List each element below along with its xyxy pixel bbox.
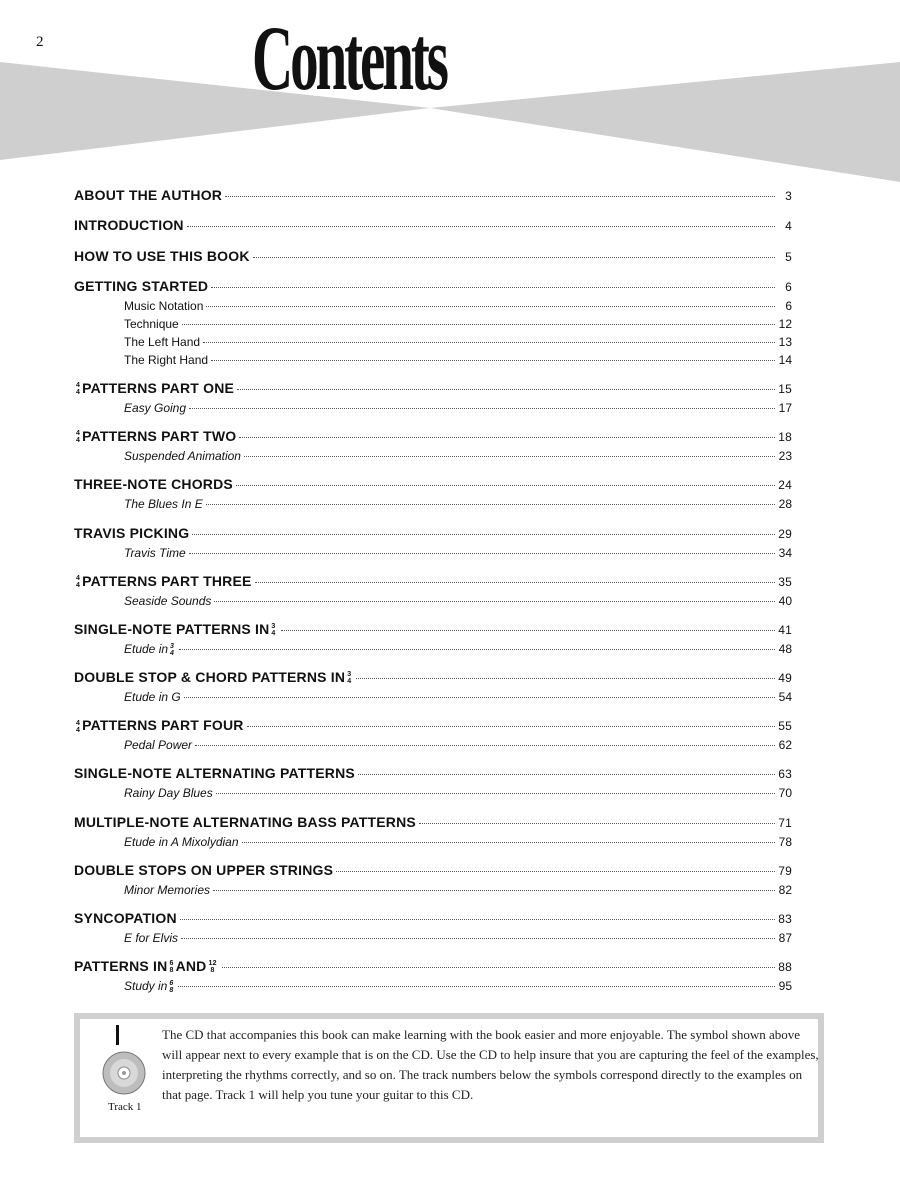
toc-entry-label [74, 762, 355, 784]
time-signature [271, 623, 275, 637]
toc-section [74, 275, 792, 369]
time-signature [76, 720, 80, 734]
toc-entry[interactable] [74, 275, 792, 297]
dot-leader [206, 306, 775, 307]
toc-entry-label [74, 955, 219, 977]
time-signature-bottom: 4 [76, 726, 81, 734]
dot-leader [195, 745, 775, 746]
toc-entry-title: DOUBLE STOP & CHORD PATTERNS IN [74, 669, 346, 686]
time-signature-top: 3 [170, 642, 174, 650]
toc-subentry-label [124, 688, 181, 706]
toc-subentry-label [124, 495, 203, 513]
toc-subentry[interactable] [74, 495, 792, 513]
toc-entry-label [74, 377, 234, 399]
toc-entry-label [74, 811, 416, 833]
dot-leader [237, 389, 775, 390]
dot-leader [281, 630, 775, 631]
toc-entry-title: PATTERNS PART TWO [82, 428, 237, 445]
toc-entry[interactable] [74, 762, 792, 784]
toc-subentry[interactable] [74, 640, 792, 658]
toc-subentry-label [124, 351, 208, 369]
dot-leader [189, 408, 775, 409]
toc-entry[interactable] [74, 570, 792, 592]
toc-page-number: 4 [785, 219, 792, 234]
toc-section [74, 859, 792, 899]
toc-subentry-label [124, 592, 211, 610]
toc-page-number: 87 [778, 931, 792, 945]
time-signature [76, 430, 80, 444]
toc-subentry-title: Etude in G [124, 690, 181, 705]
toc-page-number: 88 [778, 960, 792, 975]
dot-leader [336, 871, 775, 872]
toc-subentry-title: The Left Hand [124, 334, 201, 349]
cd-info-box [74, 1013, 824, 1143]
toc-subentry-label [124, 881, 210, 899]
toc-entry-title: SINGLE-NOTE PATTERNS IN [74, 620, 270, 637]
toc-entry-label [74, 245, 250, 267]
toc-subentry-label [124, 784, 213, 802]
toc-page-number: 28 [778, 497, 792, 512]
toc-subentry[interactable] [74, 784, 792, 802]
toc-page-number: 48 [778, 641, 792, 656]
toc-entry-label [74, 907, 177, 929]
toc-entry-label [74, 570, 252, 592]
cd-disc-icon [102, 1051, 146, 1095]
dot-leader [214, 601, 775, 602]
toc-page-number: 71 [778, 815, 792, 830]
dot-leader [182, 324, 775, 325]
toc-entry[interactable] [74, 955, 792, 977]
toc-entry[interactable] [74, 522, 792, 544]
toc-page-number: 29 [778, 526, 792, 541]
time-signature-top: 4 [76, 430, 81, 438]
toc-entry-label [74, 275, 208, 297]
toc-subentry-title: Etude in [124, 641, 169, 656]
time-signature-bottom: 8 [169, 987, 174, 995]
dot-leader [189, 553, 775, 554]
toc-entry[interactable] [74, 618, 792, 640]
time-signature-top: 4 [76, 719, 81, 727]
dot-leader [179, 649, 775, 650]
time-signature [76, 575, 80, 589]
toc-page-number: 95 [778, 979, 792, 994]
time-signature-top: 6 [169, 960, 174, 968]
toc-page-number: 35 [778, 574, 792, 589]
toc-subentry-label [124, 736, 192, 754]
toc-section [74, 473, 792, 513]
dot-leader [216, 793, 775, 794]
toc-page-number: 70 [778, 786, 792, 801]
toc-page-number: 6 [785, 298, 792, 313]
toc-subentry-title: Music Notation [124, 298, 204, 313]
time-signature-bottom: 8 [210, 967, 215, 975]
toc-page-number: 55 [778, 719, 792, 734]
toc-subentry-title: Etude in A Mixolydian [124, 834, 239, 849]
toc-entry-title: TRAVIS PICKING [74, 524, 190, 541]
time-signature-top: 6 [169, 980, 174, 988]
toc-entry[interactable] [74, 811, 792, 833]
toc-entry-title: SYNCOPATION [74, 910, 177, 926]
time-signature-bottom: 4 [271, 630, 276, 638]
toc-entry[interactable] [74, 714, 792, 736]
toc-page-number: 41 [778, 622, 792, 637]
toc-subentry-title: Study in [124, 979, 168, 994]
toc-section [74, 522, 792, 562]
toc-page-number: 83 [778, 912, 792, 926]
toc-subentry[interactable] [74, 977, 792, 995]
toc-entry-label [74, 714, 244, 736]
toc-entry-title-part: AND [175, 958, 207, 975]
toc-section [74, 570, 792, 610]
toc-subentry[interactable] [74, 592, 792, 610]
toc-subentry-title: Pedal Power [124, 738, 193, 753]
dot-leader [358, 774, 775, 775]
toc-entry[interactable] [74, 666, 792, 688]
cd-description: The CD that accompanies this book can make learning with the book easier and more enjoyable. The symbol shown above will appear next to every example that is on the CD. Use the CD to help insure that you are capturing the feel of the examples, interpreting the rhythms correctly, and so on. The track numbers below the symbols correspond directly to the examples on that page. Track 1 will help you tune your guitar to this CD. [162, 1027, 819, 1102]
toc-subentry-label [124, 333, 200, 351]
toc-section [74, 618, 792, 658]
time-signature-bottom: 4 [76, 389, 81, 397]
toc-entry-title: THREE-NOTE CHORDS [74, 476, 233, 493]
dot-leader [356, 678, 775, 679]
page-title: Contents [252, 7, 446, 109]
toc-entry-title: ABOUT THE AUTHOR [74, 187, 223, 204]
time-signature-top: 3 [347, 671, 352, 679]
cd-track-label: Track 1 [108, 1101, 142, 1113]
toc-page-number: 23 [778, 449, 792, 464]
toc-section [74, 762, 792, 802]
toc-section [74, 184, 792, 206]
time-signature-bottom: 4 [76, 437, 81, 445]
dot-leader [225, 196, 775, 197]
toc-entry-title: INTRODUCTION [74, 217, 184, 234]
time-signature-top: 4 [76, 382, 81, 390]
toc-section [74, 955, 792, 995]
toc-subentry[interactable] [74, 351, 792, 369]
toc-entry-label [74, 666, 353, 688]
toc-page-number: 54 [778, 690, 792, 705]
toc-page-number: 12 [778, 316, 792, 331]
time-signature-bottom: 4 [76, 581, 81, 589]
toc-subentry-title: Suspended Animation [124, 449, 241, 464]
toc-subentry-label [124, 297, 203, 315]
time-signature [170, 643, 174, 657]
toc-page-number: 79 [778, 863, 792, 878]
dot-leader [242, 842, 775, 843]
toc-entry[interactable] [74, 377, 792, 399]
toc-page-number: 34 [778, 545, 792, 560]
toc-subentry[interactable] [74, 297, 792, 315]
toc-entry-title: PATTERNS PART ONE [82, 379, 235, 396]
toc-subentry[interactable] [74, 833, 792, 851]
toc-subentry[interactable] [74, 447, 792, 465]
time-signature-top: 3 [271, 623, 276, 631]
dot-leader [239, 437, 775, 438]
toc-subentry[interactable] [74, 688, 792, 706]
toc-page-number: 62 [778, 738, 792, 753]
cd-track-marker [116, 1025, 119, 1045]
toc-entry[interactable] [74, 184, 792, 206]
toc-page-number: 17 [778, 400, 792, 415]
toc-page-number: 14 [778, 352, 792, 367]
toc-section [74, 907, 792, 947]
toc-page-number: 3 [785, 189, 792, 204]
toc-subentry[interactable] [74, 315, 792, 333]
toc-page-number: 82 [778, 882, 792, 897]
toc-subentry[interactable] [74, 333, 792, 351]
toc-subentry[interactable] [74, 544, 792, 562]
dot-leader [244, 456, 775, 457]
toc-subentry-title: Travis Time [124, 545, 186, 560]
toc-subentry-label [124, 544, 186, 562]
toc-subentry-label [124, 447, 241, 465]
toc-entry[interactable] [74, 859, 792, 881]
toc-entry[interactable] [74, 245, 792, 267]
toc-page-number: 24 [778, 478, 792, 493]
time-signature [169, 980, 173, 994]
toc-subentry-title: E for Elvis [124, 931, 179, 945]
toc-section [74, 811, 792, 851]
toc-section [74, 245, 792, 267]
dot-leader [187, 226, 775, 227]
time-signature [347, 671, 351, 685]
time-signature-bottom: 4 [170, 649, 174, 657]
toc-page-number: 15 [778, 381, 792, 396]
toc-entry[interactable] [74, 473, 792, 495]
toc-entry-title: GETTING STARTED [74, 277, 209, 294]
toc-entry-title: MULTIPLE-NOTE ALTERNATING BASS PATTERNS [74, 813, 416, 830]
toc-page-number: 78 [778, 834, 792, 849]
toc-subentry-label [124, 833, 239, 851]
toc-subentry-title: Seaside Sounds [124, 593, 212, 608]
dot-leader [192, 534, 775, 535]
toc-subentry-title: The Right Hand [124, 352, 209, 367]
toc-entry-label [74, 425, 236, 447]
toc-entry[interactable] [74, 214, 792, 236]
toc-entry-label [74, 618, 278, 640]
dot-leader [184, 697, 775, 698]
time-signature-bottom: 8 [169, 967, 174, 975]
toc-page-number: 6 [785, 279, 792, 294]
toc-page-number: 49 [778, 671, 792, 686]
toc-entry-label [74, 859, 333, 881]
toc-subentry[interactable] [74, 736, 792, 754]
dot-leader [213, 890, 775, 891]
time-signature [209, 960, 217, 974]
toc-section [74, 377, 792, 417]
toc-subentry-title: Minor Memories [124, 882, 211, 897]
toc-subentry-label [124, 399, 186, 417]
time-signature [76, 382, 80, 396]
toc-entry-title: PATTERNS IN [74, 958, 168, 975]
toc-section [74, 425, 792, 465]
time-signature-top: 4 [76, 574, 81, 582]
dot-leader [419, 823, 775, 824]
toc-subentry-label [124, 640, 176, 658]
dot-leader [211, 287, 775, 288]
toc-subentry-title: The Blues In E [124, 497, 203, 512]
dot-leader [255, 582, 775, 583]
toc-subentry-label [124, 929, 178, 947]
toc-section [74, 666, 792, 706]
toc-entry-title: DOUBLE STOPS ON UPPER STRINGS [74, 861, 334, 878]
dot-leader [203, 342, 775, 343]
toc-page-number: 63 [778, 767, 792, 782]
dot-leader [211, 360, 775, 361]
toc-entry-label [74, 184, 222, 206]
toc-subentry-title: Easy Going [124, 400, 187, 415]
toc-page-number: 18 [778, 430, 792, 445]
dot-leader [247, 726, 775, 727]
toc-entry-title: SINGLE-NOTE ALTERNATING PATTERNS [74, 765, 355, 782]
dot-leader [222, 967, 775, 968]
toc-subentry-label [124, 977, 175, 995]
toc-page-number: 13 [778, 334, 792, 349]
toc-entry-title: HOW TO USE THIS BOOK [74, 247, 250, 264]
toc-entry-label [74, 214, 184, 236]
page-number: 2 [36, 34, 44, 50]
dot-leader [206, 504, 775, 505]
toc-entry[interactable] [74, 425, 792, 447]
dot-leader [180, 919, 775, 920]
time-signature-top: 12 [208, 960, 217, 968]
time-signature-bottom: 4 [347, 678, 352, 686]
toc-section [74, 214, 792, 236]
toc-subentry-label [124, 315, 179, 333]
toc-subentry[interactable] [74, 929, 792, 947]
toc-subentry[interactable] [74, 399, 792, 417]
time-signature [169, 960, 173, 974]
table-of-contents [74, 176, 792, 995]
toc-entry[interactable] [74, 907, 792, 929]
toc-section [74, 714, 792, 754]
toc-subentry[interactable] [74, 881, 792, 899]
toc-page-number: 5 [785, 249, 792, 264]
header-banner [0, 0, 900, 200]
toc-page-number: 40 [778, 593, 792, 608]
toc-entry-title: PATTERNS PART FOUR [82, 717, 244, 734]
toc-entry-label [74, 473, 233, 495]
toc-entry-label [74, 522, 189, 544]
dot-leader [236, 485, 775, 486]
dot-leader [178, 986, 775, 987]
dot-leader [253, 257, 775, 258]
toc-subentry-title: Technique [124, 316, 179, 331]
toc-entry-title: PATTERNS PART THREE [82, 572, 252, 589]
dot-leader [181, 938, 775, 939]
toc-subentry-title: Rainy Day Blues [124, 786, 213, 801]
